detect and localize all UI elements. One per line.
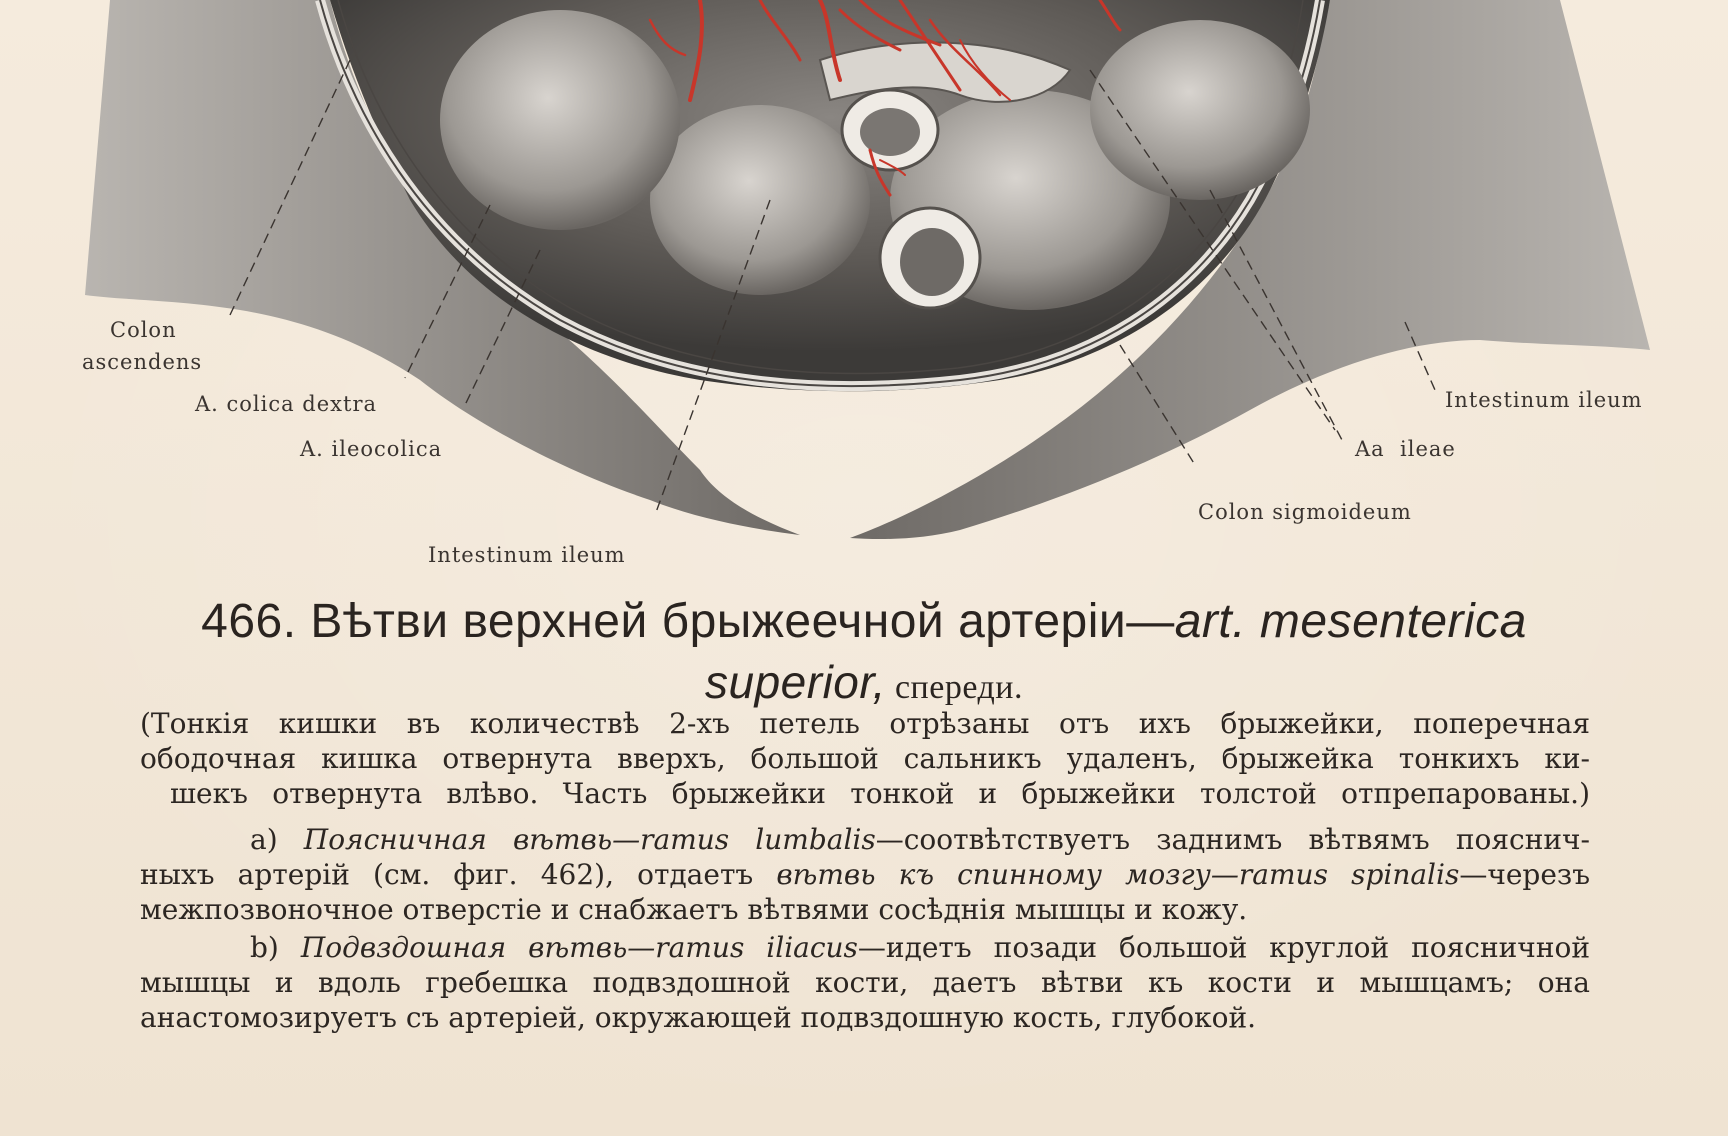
- paragraph-a-line-1: [140, 822, 1590, 857]
- caption-paragraph-1: [140, 706, 1590, 811]
- paragraph-1-line-3: шекъ отвернута влѣво. Часть брыжейки тонкой и брыжейки толстой отпрепарованы.): [170, 777, 1590, 810]
- paragraph-a-line-2-italic-la: ramus spinalis: [1238, 858, 1460, 891]
- paragraph-a-term-la: ramus lumbalis: [640, 823, 876, 856]
- paragraph-a-line-2: [140, 857, 1590, 892]
- paragraph-a-prefix: a): [250, 823, 304, 856]
- label-colon-ascendens-2: [82, 350, 202, 374]
- label-intestinum-ileum-bottom: Intestinum ileum: [428, 543, 626, 567]
- paragraph-a-line-3: межпозвоночное отверстіе и снабжаетъ вѣтвями сосѣднія мышцы и кожу.: [140, 893, 1248, 926]
- paragraph-b-prefix: b): [250, 931, 301, 964]
- label-colon-ascendens-line2: ascendens: [82, 350, 203, 374]
- paragraph-1-line-1: (Тонкія кишки въ количествѣ 2-хъ петель отрѣзаны отъ ихъ брыжейки, поперечная: [140, 707, 1590, 740]
- caption-title-rest: спереди.: [885, 669, 1023, 706]
- paragraph-b-term-la: ramus iliacus: [655, 931, 858, 964]
- paragraph-b-line-3: анастомозируетъ съ артеріей, окружающей подвздошную кость, глубокой.: [140, 1001, 1257, 1034]
- caption-title-latin: art. mesenterica: [1174, 595, 1527, 648]
- paragraph-a-term-ru: Поясничная вѣтвь—: [303, 823, 641, 856]
- label-colon-ascendens-line1: Colon: [110, 318, 177, 342]
- paragraph-a-line-2-italic-ru: вѣтвь къ спинному мозгу—: [776, 858, 1239, 891]
- anatomical-illustration: [0, 0, 1728, 560]
- caption-paragraph-b: [140, 930, 1590, 1035]
- intestine-loop: [650, 105, 870, 295]
- paragraph-b-line-1: [140, 930, 1590, 965]
- paragraph-a-line-2-rest: —черезъ: [1459, 858, 1591, 891]
- label-aa-ileae: Aa ileae: [1355, 437, 1456, 461]
- paragraph-1-line-2: ободочная кишка отвернута вверхъ, большой сальникъ удаленъ, брыжейка тонкихъ ки-: [140, 742, 1590, 775]
- caption-title-latin-2: superior,: [705, 656, 886, 708]
- caption-title-ru: Вѣтви верхней брыжеечной артеріи—: [296, 595, 1175, 648]
- figure-caption-title: [0, 594, 1728, 716]
- label-intestinum-ileum-right: Intestinum ileum: [1445, 388, 1643, 412]
- paragraph-b-term-ru: Подвздошная вѣтвь—: [300, 931, 656, 964]
- paragraph-a-line-1-rest: —соотвѣтствуетъ заднимъ вѣтвямъ пояснич-: [875, 823, 1590, 856]
- paragraph-b-line-2: мышцы и вдоль гребешка подвздошной кости, даетъ вѣтви къ кости и мышцамъ; она: [140, 966, 1590, 999]
- label-a-ileocolica: A. ileocolica: [300, 437, 443, 461]
- paragraph-b-line-1-rest: —идетъ позади большой круглой поясничной: [857, 931, 1591, 964]
- caption-paragraph-a: [140, 822, 1590, 927]
- figure-number: 466.: [201, 595, 297, 648]
- intestine-loop: [1090, 20, 1310, 200]
- intestine-loop: [440, 10, 680, 230]
- label-colon-ascendens: [110, 318, 177, 342]
- label-colon-sigmoideum: Colon sigmoideum: [1198, 500, 1412, 524]
- paragraph-a-line-2-start: ныхъ артерій (см. фиг. 462), отдаетъ: [140, 858, 777, 891]
- label-a-colica-dextra: A. colica dextra: [195, 392, 378, 416]
